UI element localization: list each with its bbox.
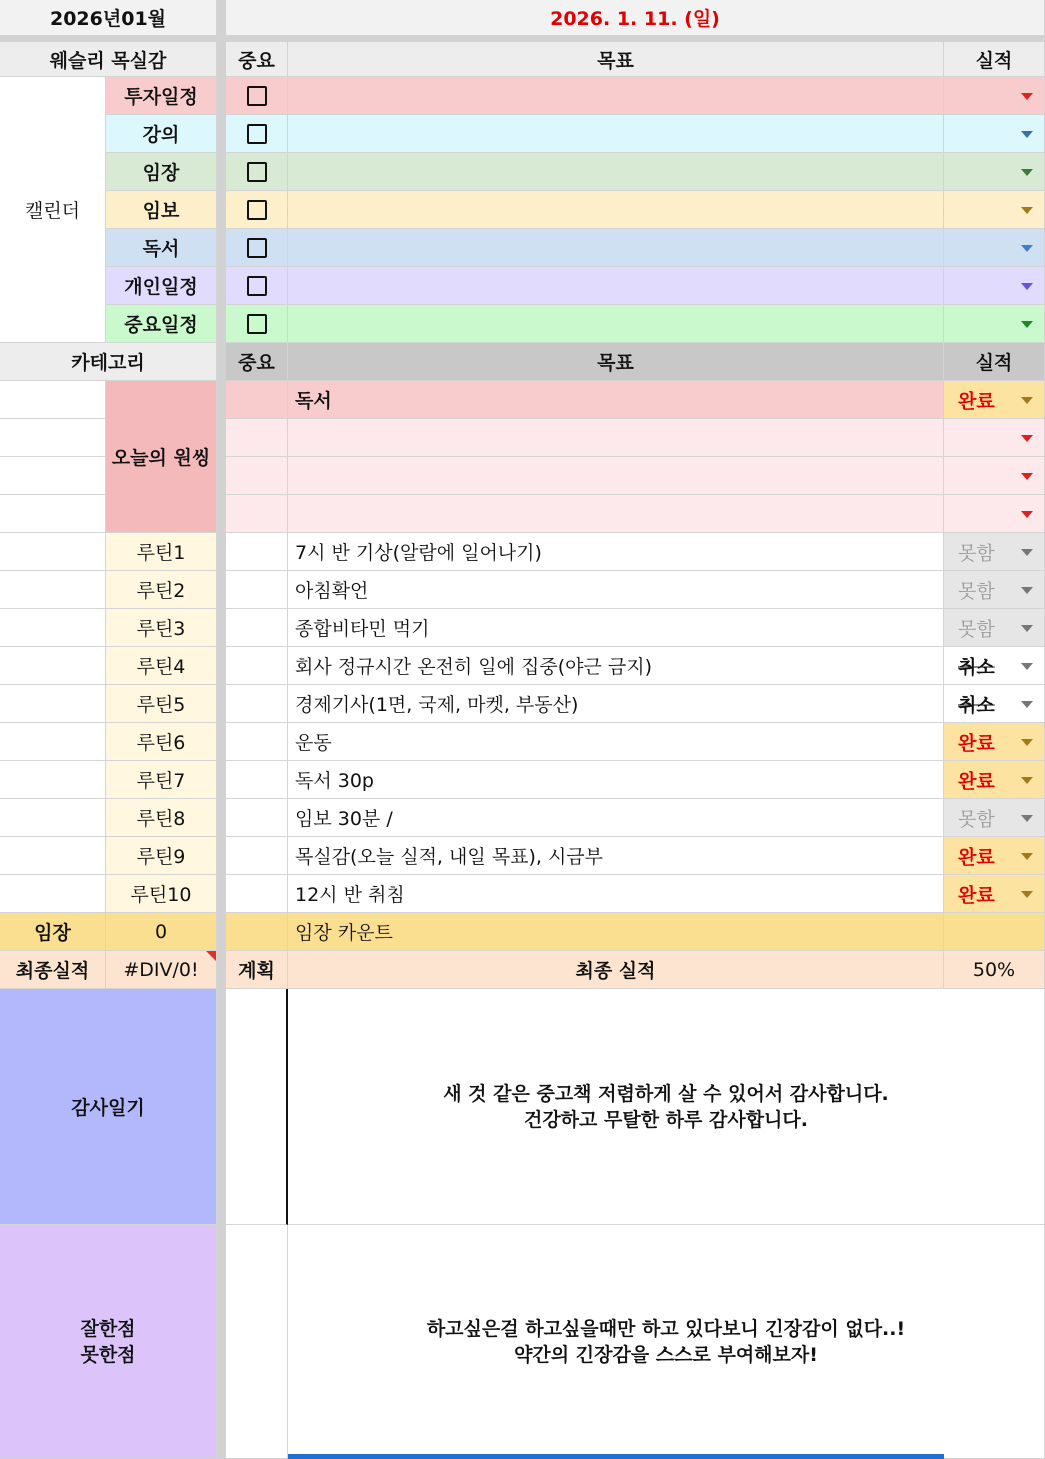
calendar-category-label: 임장 [106, 153, 217, 191]
final-result-label: 최종 실적 [288, 951, 944, 989]
imjang-important-cell[interactable] [226, 913, 288, 951]
routine-blank-cell [0, 723, 106, 761]
routine-goal[interactable]: 종합비타민 먹기 [288, 609, 944, 647]
checkbox[interactable] [247, 124, 267, 144]
one-thing-goal[interactable] [288, 495, 944, 533]
final-value[interactable] [106, 951, 217, 989]
routine-important-cell[interactable] [226, 571, 288, 609]
dropdown-arrow-icon[interactable] [1021, 625, 1033, 632]
status-text: 완료 [958, 846, 995, 868]
category-section-title: 카테고리 [0, 343, 217, 381]
routine-goal[interactable]: 경제기사(1면, 국제, 마켓, 부동산) [288, 685, 944, 723]
review-label-cell [0, 1225, 217, 1459]
one-thing-goal[interactable] [288, 457, 944, 495]
calendar-goal-cell[interactable] [288, 153, 944, 191]
routine-label: 루틴2 [106, 571, 217, 609]
dropdown-arrow-icon[interactable] [1021, 511, 1033, 518]
routine-blank-cell [0, 799, 106, 837]
dropdown-arrow-icon[interactable] [1021, 283, 1033, 290]
routine-result-dropdown[interactable] [944, 533, 1045, 571]
col-result-header: 실적 [944, 42, 1045, 77]
important-checkbox-cell[interactable] [226, 267, 288, 305]
routine-blank-cell [0, 647, 106, 685]
col-important-header: 중요 [226, 42, 288, 77]
checkbox[interactable] [247, 238, 267, 258]
status-text: 취소 [958, 656, 995, 678]
final-percent[interactable]: 50% [944, 951, 1045, 989]
plan-label: 계획 [226, 951, 288, 989]
routine-result-dropdown[interactable] [944, 609, 1045, 647]
dropdown-arrow-icon[interactable] [1021, 207, 1033, 214]
calendar-goal-cell[interactable] [288, 115, 944, 153]
final-label: 최종실적 [0, 951, 106, 989]
routine-label: 루틴8 [106, 799, 217, 837]
review-label: 잘한점 못한점 [80, 1317, 136, 1366]
calendar-goal-cell[interactable] [288, 77, 944, 115]
gratitude-text-cell[interactable] [288, 989, 1045, 1225]
routine-label: 루틴10 [106, 875, 217, 913]
category-col-result-header: 실적 [944, 343, 1045, 381]
calendar-category-label: 임보 [106, 191, 217, 229]
dropdown-arrow-icon[interactable] [1021, 397, 1033, 404]
selection-indicator [288, 1454, 944, 1459]
routine-label: 루틴1 [106, 533, 217, 571]
routine-important-cell[interactable] [226, 533, 288, 571]
routine-important-cell[interactable] [226, 799, 288, 837]
final-value-text: #DIV/0! [123, 958, 199, 981]
routine-result-dropdown[interactable] [944, 723, 1045, 761]
calendar-goal-cell[interactable] [288, 305, 944, 343]
one-thing-important-cell[interactable] [226, 457, 288, 495]
status-text: 완료 [958, 390, 995, 412]
dropdown-arrow-icon[interactable] [1021, 93, 1033, 100]
routine-result-dropdown[interactable] [944, 875, 1045, 913]
review-text-cell[interactable] [288, 1225, 1045, 1459]
important-checkbox-cell[interactable] [226, 153, 288, 191]
routine-goal[interactable]: 독서 30p [288, 761, 944, 799]
dropdown-arrow-icon[interactable] [1021, 891, 1033, 898]
important-checkbox-cell[interactable] [226, 191, 288, 229]
dropdown-arrow-icon[interactable] [1021, 853, 1033, 860]
col-goal-header: 목표 [288, 42, 944, 77]
routine-label: 루틴4 [106, 647, 217, 685]
status-text: 완료 [958, 884, 995, 906]
one-thing-blank-cell [0, 495, 106, 533]
routine-result-dropdown[interactable] [944, 799, 1045, 837]
one-thing-blank-cell [0, 457, 106, 495]
checkbox[interactable] [247, 276, 267, 296]
routine-result-dropdown[interactable] [944, 571, 1045, 609]
one-thing-important-cell[interactable] [226, 419, 288, 457]
result-dropdown[interactable] [944, 267, 1045, 305]
one-thing-goal[interactable]: 독서 [288, 381, 944, 419]
routine-important-cell[interactable] [226, 837, 288, 875]
routine-blank-cell [0, 571, 106, 609]
dropdown-arrow-icon[interactable] [1021, 435, 1033, 442]
calendar-category-label: 투자일정 [106, 77, 217, 115]
one-thing-result-dropdown[interactable] [944, 457, 1045, 495]
routine-result-dropdown[interactable] [944, 761, 1045, 799]
calendar-section-title: 웨슬리 목실감 [0, 42, 217, 77]
routine-goal[interactable]: 임보 30분 / [288, 799, 944, 837]
routine-goal[interactable]: 운동 [288, 723, 944, 761]
one-thing-blank-cell [0, 419, 106, 457]
routine-blank-cell [0, 609, 106, 647]
dropdown-arrow-icon[interactable] [1021, 663, 1033, 670]
status-text: 못함 [958, 580, 995, 602]
important-checkbox-cell[interactable] [226, 305, 288, 343]
routine-important-cell[interactable] [226, 723, 288, 761]
result-dropdown[interactable] [944, 229, 1045, 267]
calendar-goal-cell[interactable] [288, 229, 944, 267]
routine-goal[interactable]: 목실감(오늘 실적, 내일 목표), 시금부 [288, 837, 944, 875]
date-cell[interactable]: 2026. 1. 11. (일) [226, 0, 1045, 36]
calendar-group-label: 캘린더 [0, 77, 106, 343]
checkbox[interactable] [247, 200, 267, 220]
gratitude-label: 감사일기 [0, 989, 217, 1225]
important-checkbox-cell[interactable] [226, 115, 288, 153]
comment-flag-icon[interactable] [206, 951, 216, 961]
imjang-label: 임장 [0, 913, 106, 951]
dropdown-arrow-icon[interactable] [1021, 815, 1033, 822]
routine-important-cell[interactable] [226, 685, 288, 723]
calendar-category-label: 강의 [106, 115, 217, 153]
routine-label: 루틴5 [106, 685, 217, 723]
routine-blank-cell [0, 685, 106, 723]
routine-label: 루틴9 [106, 837, 217, 875]
imjang-result-cell[interactable] [944, 913, 1045, 951]
routine-goal[interactable]: 12시 반 취침 [288, 875, 944, 913]
frozen-row-divider[interactable] [0, 36, 1045, 42]
gratitude-text: 새 것 같은 중고책 저렴하게 살 수 있어서 감사합니다. 건강하고 무탈한 하루 감사합니다. [443, 1082, 889, 1131]
dropdown-arrow-icon[interactable] [1021, 245, 1033, 252]
category-col-goal-header: 목표 [288, 343, 944, 381]
one-thing-blank-cell [0, 381, 106, 419]
review-text: 하고싶은걸 하고싶을때만 하고 있다보니 긴장감이 없다..! 약간의 긴장감을 스스로 부여해보자! [426, 1317, 906, 1366]
dropdown-arrow-icon[interactable] [1021, 473, 1033, 480]
routine-label: 루틴6 [106, 723, 217, 761]
month-cell[interactable]: 2026년01월 [0, 0, 217, 36]
calendar-category-label: 독서 [106, 229, 217, 267]
routine-goal[interactable]: 아침확언 [288, 571, 944, 609]
status-text: 완료 [958, 732, 995, 754]
gratitude-plan-cell[interactable] [226, 989, 288, 1225]
calendar-category-label: 중요일정 [106, 305, 217, 343]
routine-label: 루틴7 [106, 761, 217, 799]
calendar-category-label: 개인일정 [106, 267, 217, 305]
calendar-goal-cell[interactable] [288, 191, 944, 229]
status-text: 완료 [958, 770, 995, 792]
dropdown-arrow-icon[interactable] [1021, 169, 1033, 176]
checkbox[interactable] [247, 162, 267, 182]
routine-result-dropdown[interactable] [944, 647, 1045, 685]
review-plan-cell[interactable] [226, 1225, 288, 1459]
one-thing-goal[interactable] [288, 419, 944, 457]
routine-result-dropdown[interactable] [944, 837, 1045, 875]
imjang-goal[interactable]: 임장 카운트 [288, 913, 944, 951]
frozen-column-divider[interactable] [217, 0, 226, 1459]
one-thing-result-dropdown[interactable] [944, 381, 1045, 419]
status-text: 못함 [958, 542, 995, 564]
one-thing-label: 오늘의 원씽 [106, 381, 217, 533]
dropdown-arrow-icon[interactable] [1021, 739, 1033, 746]
dropdown-arrow-icon[interactable] [1021, 321, 1033, 328]
routine-important-cell[interactable] [226, 761, 288, 799]
checkbox[interactable] [247, 314, 267, 334]
checkbox[interactable] [247, 86, 267, 106]
one-thing-result-dropdown[interactable] [944, 495, 1045, 533]
calendar-goal-cell[interactable] [288, 267, 944, 305]
routine-label: 루틴3 [106, 609, 217, 647]
routine-goal[interactable]: 회사 정규시간 온전히 일에 집중(야근 금지) [288, 647, 944, 685]
status-text: 못함 [958, 808, 995, 830]
imjang-count[interactable]: 0 [106, 913, 217, 951]
one-thing-important-cell[interactable] [226, 381, 288, 419]
one-thing-important-cell[interactable] [226, 495, 288, 533]
result-dropdown[interactable] [944, 305, 1045, 343]
result-dropdown[interactable] [944, 115, 1045, 153]
status-text: 못함 [958, 618, 995, 640]
one-thing-result-dropdown[interactable] [944, 419, 1045, 457]
important-checkbox-cell[interactable] [226, 77, 288, 115]
routine-result-dropdown[interactable] [944, 685, 1045, 723]
dropdown-arrow-icon[interactable] [1021, 549, 1033, 556]
routine-important-cell[interactable] [226, 875, 288, 913]
dropdown-arrow-icon[interactable] [1021, 587, 1033, 594]
result-dropdown[interactable] [944, 191, 1045, 229]
dropdown-arrow-icon[interactable] [1021, 701, 1033, 708]
routine-goal[interactable]: 7시 반 기상(알람에 일어나기) [288, 533, 944, 571]
routine-blank-cell [0, 533, 106, 571]
important-checkbox-cell[interactable] [226, 229, 288, 267]
category-col-important-header: 중요 [226, 343, 288, 381]
routine-blank-cell [0, 875, 106, 913]
routine-blank-cell [0, 761, 106, 799]
result-dropdown[interactable] [944, 77, 1045, 115]
routine-blank-cell [0, 837, 106, 875]
routine-important-cell[interactable] [226, 609, 288, 647]
dropdown-arrow-icon[interactable] [1021, 131, 1033, 138]
result-dropdown[interactable] [944, 153, 1045, 191]
status-text: 취소 [958, 694, 995, 716]
dropdown-arrow-icon[interactable] [1021, 777, 1033, 784]
routine-important-cell[interactable] [226, 647, 288, 685]
